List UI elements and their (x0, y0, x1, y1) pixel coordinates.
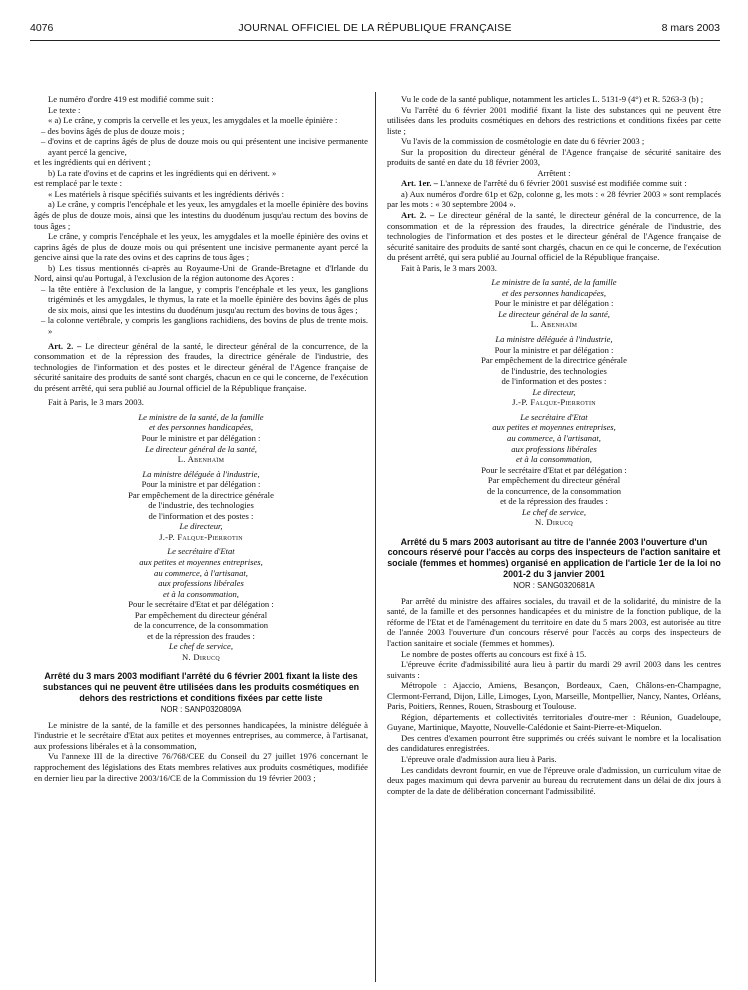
header-rule (30, 40, 720, 41)
paragraph: « Les matériels à risque spécifiés suivants et les ingrédients dérivés : (48, 188, 285, 199)
delegation-line: et de la répression des fraudes : (500, 496, 608, 507)
article-2 (387, 210, 721, 263)
list-item: – la colonne vertébrale, y compris les ganglions rachidiens, des bovins de plus de trente mois. » (41, 315, 368, 337)
article-label: Art. 2. – (401, 210, 435, 221)
article-1 (387, 178, 721, 189)
nor-reference: NOR : SANG0320681A (513, 581, 595, 591)
paragraph: « a) Le crâne, y compris la cervelle et les yeux, les amygdales et la moelle épinière : (48, 115, 338, 126)
signatory-title: aux petites et moyennes entreprises, (492, 422, 616, 433)
signature-date: Fait à Paris, le 3 mars 2003. (48, 397, 144, 408)
paragraph: Vu l'avis de la commission de cosmétologie en date du 6 février 2003 ; (401, 136, 645, 147)
paragraph: Le nombre de postes offerts au concours est fixé à 15. (401, 648, 587, 659)
signatory-title: Le directeur général de la santé, (498, 308, 610, 319)
paragraph: Par arrêté du ministre des affaires sociales, du travail et de la solidarité, du ministre de la santé, de la famille et des personnes handicapées et du ministre de la fonction publique, de la réforme de l'Etat et de l'aménagement du territoire en date du 5 mars 2003, est autorisée au titre de l'année 2003 l'ouverture d'un concours réservé pour l'accès au corps des inspecteurs de l'action sanitaire et sociale (femmes et hommes). (387, 595, 721, 648)
delegation-line: de la concurrence, de la consommation (133, 620, 269, 631)
delegation-line: de l'industrie, des technologies (501, 365, 607, 376)
delegation-line: Pour le ministre et par délégation : (494, 298, 614, 309)
signatory-name: L. Abenhaïm (530, 319, 578, 330)
delegation-line: Pour la ministre et par délégation : (494, 344, 614, 355)
paragraph: b) Les tissus mentionnés ci-après au Royaume-Uni de Grande-Bretagne et d'Irlande du Nord, ainsi qu'au Portugal, à l'exclusion de la région autonome des Açores : (34, 262, 368, 284)
paragraph: Des centres d'examen pourront être supprimés ou créés suivant le nombre et la localisation des candidatures enregistrées. (387, 732, 721, 754)
paragraph: a) Aux numéros d'ordre 61p et 62p, colonne g, les mots : « 28 février 2003 » sont remplacés par les mots : « 30 septembre 2004 ». (387, 188, 721, 210)
page-header (30, 22, 720, 38)
arretent-heading: Arrêtent : (537, 167, 571, 178)
page-number: 4076 (30, 22, 54, 34)
article-text: L'annexe de l'arrêté du 6 février 2001 susvisé est modifiée comme suit : (440, 178, 687, 189)
paragraph: a) Le crâne, y compris l'encéphale et les yeux, les amygdales et la moelle épinière des bovins âgés de plus de douze mois, ainsi que les intestins du duodénum jusqu'au rectum des bovins de tous âges ; (34, 199, 368, 231)
signature-date: Fait à Paris, le 3 mars 2003. (401, 262, 497, 273)
paragraph: Le crâne, y compris l'encéphale et les yeux, les amygdales et la moelle épinière des ovins et caprins âgés de plus de douze mois ou qui présentent une incisive permanente ayant percé la gencive ainsi que la rate des ovins et des caprins de tous âges ; (34, 231, 368, 263)
paragraph: Le texte : (48, 104, 81, 115)
signatory-title: et à la consommation, (516, 454, 592, 465)
article-text: Le directeur général de la santé, le directeur général de la concurrence, de la consommation et de la répression des fraudes, la directrice générale de l'industrie, des technologies de l'information et des postes et le directeur général de l'Agence française de sécurité sanitaire des produits de santé sont chargés, chacun en ce qui le concerne, de l'exécution du présent arrêté, qui sera publié au Journal officiel de la République française. (34, 340, 368, 393)
article-label: Art. 2. – (48, 340, 82, 351)
signatory-title: et à la consommation, (163, 588, 239, 599)
decree-title: Arrêté du 5 mars 2003 autorisant au titre de l'année 2003 l'ouverture d'un concours réservé pour l'accès au corps des inspecteurs de l'action sanitaire et sociale (femmes et hommes) organisé en application de l'article 1er de la loi no 2001-2 du 3 janvier 2001 (387, 536, 721, 579)
nor-reference: NOR : SANP0320809A (160, 705, 242, 715)
delegation-line: de la concurrence, de la consommation (486, 485, 622, 496)
right-column (387, 94, 721, 796)
signatory-title: Le chef de service, (522, 506, 586, 517)
delegation-line: Par empêchement du directeur général (134, 609, 268, 620)
delegation-line: Pour le ministre et par délégation : (141, 432, 261, 443)
signatory-name: J.-P. Falque-Pierrotin (159, 531, 243, 542)
signatory-title: Le secrétaire d'Etat (167, 546, 235, 557)
paragraph: Le numéro d'ordre 419 est modifié comme suit : (48, 94, 214, 104)
signatory-title: Le directeur, (532, 386, 576, 397)
delegation-line: Par empêchement de la directrice générale (128, 489, 274, 500)
paragraph: b) La rate d'ovins et de caprins et les ingrédients qui en dérivent. » (48, 167, 277, 178)
paragraph: Sur la proposition du directeur général de l'Agence française de sécurité sanitaire des produits de santé en date du 18 février 2003, (387, 146, 721, 168)
paragraph: Vu l'arrêté du 6 février 2001 modifié fixant la liste des substances qui ne peuvent être utilisées dans les produits cosmétiques en dehors des restrictions et conditions fixées par cette liste ; (387, 104, 721, 136)
paragraph: est remplacé par le texte : (34, 178, 123, 189)
signatory-title: aux petites et moyennes entreprises, (139, 556, 263, 567)
paragraph: L'épreuve écrite d'admissibilité aura lieu à partir du mardi 29 avril 2003 dans les centres suivants : (387, 659, 721, 680)
delegation-line: Par empêchement du directeur général (487, 475, 621, 486)
signatory-title: Le secrétaire d'Etat (520, 411, 588, 422)
signatory-title: Le directeur, (179, 521, 223, 532)
article-label: Art. 1er. – (401, 178, 438, 189)
delegation-line: de l'industrie, des technologies (148, 500, 254, 511)
signatory-title: La ministre déléguée à l'industrie, (495, 334, 613, 345)
delegation-line: et de la répression des fraudes : (147, 630, 255, 641)
decree-title: Arrêté du 3 mars 2003 modifiant l'arrêté du 6 février 2001 fixant la liste des substances qui ne peuvent être utilisées dans les produits cosmétiques en dehors des restrictions et conditions fixées par cette liste (42, 671, 360, 703)
paragraph: Métropole : Ajaccio, Amiens, Besançon, Bordeaux, Caen, Châlons-en-Champagne, Clermont-Ferrand, Dijon, Lille, Limoges, Lyon, Marseille, Montpellier, Nancy, Nantes, Orléans, Paris, Poitiers, Rennes, Rouen, Strasbourg et Toulouse. (387, 680, 721, 712)
article-2 (34, 341, 368, 394)
delegation-line: de l'information et des postes : (148, 510, 254, 521)
signatory-title: au commerce, à l'artisanat, (507, 432, 601, 443)
article-text: Le directeur général de la santé, le directeur général de la concurrence, de la consommation et de la répression des fraudes, la directrice générale de l'industrie, des technologies de l'information et des postes et le directeur général de l'Agence française de sécurité sanitaire des produits de santé sont chargés, chacun en ce qui le concerne, de l'exécution du présent arrêté, qui sera publié au Journal officiel de la République française. (387, 210, 721, 263)
paragraph: Vu l'annexe III de la directive 76/768/CEE du Conseil du 27 juillet 1976 concernant le rapprochement des législations des Etats membres relatives aux produits cosmétiques, modifiée en dernier lieu par la directive 2003/16/CE de la Commission du 19 février 2003 ; (34, 751, 368, 783)
delegation-line: Pour la ministre et par délégation : (141, 479, 261, 490)
signatory-title: aux professions libérales (158, 578, 244, 589)
signatory-title: Le chef de service, (169, 641, 233, 652)
delegation-line: Par empêchement de la directrice générale (481, 355, 627, 366)
list-item: – des bovins âgés de plus de douze mois ; (41, 125, 185, 136)
signatory-title: Le ministre de la santé, de la famille (491, 277, 617, 288)
paragraph: Les candidats devront fournir, en vue de l'épreuve orale d'admission, un curriculum vitae de deux pages maximum qui devra parvenir au bureau du recrutement dans un délai de dix jours à compter de la date de délibération concernant l'admissibilité. (387, 764, 721, 796)
signatory-title: Le directeur général de la santé, (145, 443, 257, 454)
signatory-title: La ministre déléguée à l'industrie, (142, 468, 260, 479)
signatory-title: Le ministre de la santé, de la famille (138, 411, 264, 422)
signatory-title: et des personnes handicapées, (501, 287, 607, 298)
list-item: – la tête entière à l'exclusion de la langue, y compris l'encéphale et les yeux, les ganglions trigéminés et les amygdales, le thymus, la rate et la moelle épinière des bovins âgés de plus de six mois, ainsi que les intestins du duodénum jusqu'au rectum des bovins de tous âges ; (41, 283, 368, 315)
signatory-name: N. Dirucq (534, 517, 574, 528)
delegation-line: Pour le secrétaire d'Etat et par délégation : (481, 464, 627, 475)
signatory-title: aux professions libérales (511, 443, 597, 454)
issue-date: 8 mars 2003 (661, 22, 720, 34)
signatory-name: J.-P. Falque-Pierrotin (512, 397, 596, 408)
list-item: – d'ovins et de caprins âgés de plus de douze mois ou qui présentent une incisive permanente ayant percé la gencive, (41, 136, 368, 157)
signatory-name: N. Dirucq (181, 651, 221, 662)
paragraph: Vu le code de la santé publique, notamment les articles L. 5131-9 (4°) et R. 5263-3 (b) ; (401, 94, 704, 104)
signatory-title: au commerce, à l'artisanat, (154, 567, 248, 578)
signatory-name: L. Abenhaïm (177, 454, 225, 465)
delegation-line: Pour le secrétaire d'Etat et par délégation : (128, 599, 274, 610)
journal-title: JOURNAL OFFICIEL DE LA RÉPUBLIQUE FRANÇAISE (238, 22, 512, 34)
paragraph: Le ministre de la santé, de la famille et des personnes handicapées, la ministre déléguée à l'industrie et le secrétaire d'Etat aux petites et moyennes entreprises, au commerce, à l'artisanat, aux professions libérales et à la consommation, (34, 719, 368, 751)
paragraph: et les ingrédients qui en dérivent ; (34, 157, 151, 168)
paragraph: L'épreuve orale d'admission aura lieu à Paris. (401, 754, 557, 764)
left-column (34, 94, 368, 783)
signatory-title: et des personnes handicapées, (148, 422, 254, 433)
paragraph: Région, départements et collectivités territoriales d'outre-mer : Réunion, Guadeloupe, Guyane, Martinique, Mayotte, Nouvelle-Calédonie et Saint-Pierre-et-Miquelon. (387, 711, 721, 733)
column-separator (375, 92, 376, 982)
delegation-line: de l'information et des postes : (501, 376, 607, 387)
